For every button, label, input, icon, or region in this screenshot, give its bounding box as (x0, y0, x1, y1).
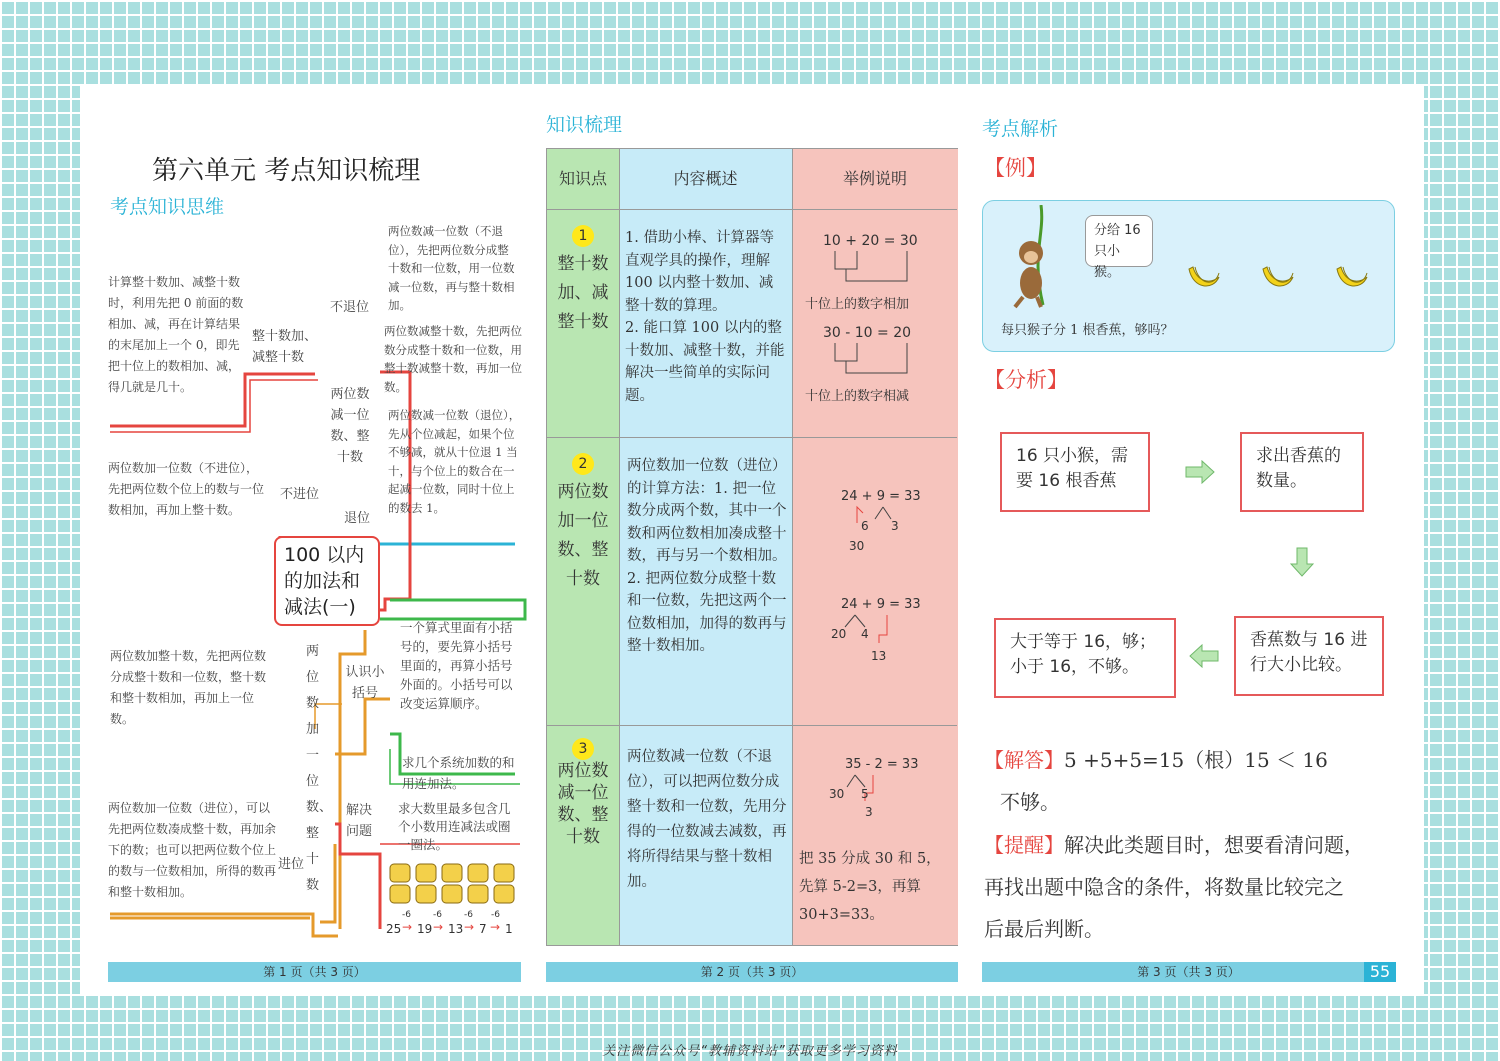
text-carry: 两位数加一位数（进位），可以先把两位数凑成整十数，再加余下的数；也可以把两位数个位上的数与一位数相加，所得的数再和整十数相加。 (108, 801, 277, 899)
chain-num: 7 (479, 922, 487, 936)
arrow-down-icon (1290, 546, 1314, 578)
label-carry: 进位 (278, 857, 305, 872)
page-number: 55 (1364, 962, 1396, 982)
subtraction-chain: 25 → 19 → 13 → 7 → 1 -6 -6 -6 -6 (386, 910, 513, 936)
chain-step: -6 (433, 910, 442, 920)
footer-page-2: 第 2 页（共 3 页） (546, 962, 958, 982)
label-no-borrow: 不退位 (330, 300, 370, 315)
banana-icon (1259, 263, 1295, 297)
chain-num: 1 (505, 922, 513, 936)
chain-step: -6 (491, 910, 500, 920)
chain-step: -6 (464, 910, 473, 920)
row2-content: 两位数加一位数（进位）的计算方法：1. 把一位数分成两个数，其中一个数和两位数相加凑成整十数，再与另一个数相加。 2. 把两位数分成整十数和一位数，先把这两个一位数相加，加得的数再与整十数相加。 (627, 458, 787, 654)
row3-part: 30 (829, 787, 845, 801)
row1-eq2: 30 - 10 = 20 (823, 325, 912, 341)
tip-line-2: 再找出题中隐含的条件，将数量比较完之 (984, 875, 1344, 899)
page-title: 第六单元 考点知识梳理 (152, 156, 421, 186)
page-3 (960, 84, 1424, 996)
row2-eq1: 24 + 9 = 33 (841, 489, 921, 504)
label-no-carry: 不进位 (280, 487, 320, 502)
text-continuous-sub: 求大数里最多包含几个小数用连减法或圈一圈法。 (398, 801, 511, 852)
label-solve: 解决问题 (346, 803, 373, 839)
row3-part: 5 (861, 787, 869, 801)
analysis-tag: 【分析】 (984, 368, 1068, 392)
row1-note2: 十位上的数字相减 (805, 389, 910, 404)
label-two-plus-one: 两位数加一位数、整十数 (306, 644, 333, 893)
header-example: 举例说明 (842, 169, 907, 188)
mindmap-subtitle: 考点知识思维 (110, 196, 225, 218)
row1-number: 1 (572, 225, 594, 247)
analysis-title: 考点解析 (982, 118, 1059, 140)
row3-note: 把 35 分成 30 和 5，先算 5-2=3，再算 30+3=33。 (799, 851, 941, 923)
row2-number: 2 (572, 453, 594, 475)
row2-part: 4 (861, 627, 869, 641)
row1-note1: 十位上的数字相加 (805, 297, 910, 312)
example-card (982, 200, 1395, 352)
answer-line-2: 不够。 (1000, 790, 1060, 814)
text-tens-addsub: 计算整十数加、减整十数时，利用先把 0 前面的数相加、减，再在计算结果的末尾加上一个 0，即先把十位上的数相加、减，得几就是几十。 (108, 275, 244, 394)
analysis-step-3: 香蕉数与 16 进行大小比较。 (1234, 616, 1384, 696)
watermark: 关注微信公众号“教辅资料站”获取更多学习资料 (602, 1044, 898, 1059)
example-question: 每只猴子分 1 根香蕉，够吗？ (1001, 323, 1174, 338)
label-tens-addsub: 整十数加、减整十数 (252, 329, 318, 365)
row2-part: 20 (831, 627, 847, 641)
example-tag: 【例】 (984, 156, 1047, 180)
row1-eq1: 10 + 20 = 30 (823, 233, 918, 249)
banana-icon (1185, 263, 1221, 297)
tip-line-3: 后最后判断。 (984, 917, 1104, 941)
analysis-step-2: 求出香蕉的数量。 (1240, 432, 1364, 512)
row2-eq2: 24 + 9 = 33 (841, 597, 921, 612)
row1-topic-text: 整十数加、减整十数 (557, 254, 609, 332)
mindmap-center: 100 以内的加法和减法(一) (274, 536, 380, 626)
row2-topic (551, 449, 615, 594)
row1-content: 1. 借助小棒、计算器等直观学具的操作，理解 100 以内整十数加、减整十数的算理。 2. 能口算 100 以内的整十数加、减整十数，并能解决一些简单的实际问题。 (625, 230, 785, 404)
row2-part: 6 (861, 519, 869, 533)
chain-step: -6 (402, 910, 411, 920)
label-two-minus-one: 两位数减一位数、整十数 (330, 387, 370, 465)
text-borrow: 两位数减一位数（退位），先从个位减起，如果个位不够减，就从十位退 1 当十，与个位上的数合在一起减一位数，同时十位上的数去 1。 (388, 408, 521, 515)
row3-topic (551, 737, 615, 848)
text-continuous-add: 求几个系统加数的和用连加法。 (402, 755, 515, 791)
speech-bubble: 分给 16 只小猴。 (1085, 215, 1153, 267)
tip-text: 解决此类题目时，想要看清问题， (1064, 833, 1364, 857)
text-no-carry: 两位数加一位数（不进位），先把两位数个位上的数与一位数相加，再加上整十数。 (108, 461, 265, 517)
row2-part: 13 (871, 649, 887, 663)
footer-page-3: 第 3 页（共 3 页） (982, 962, 1395, 982)
answer-tag: 【解答】 (984, 748, 1064, 772)
page-sheet (80, 84, 1424, 996)
answer-text: 5 +5+5=15（根）15 ＜ 16 (1064, 748, 1328, 772)
row1-bracket2 (829, 343, 919, 377)
text-plus-tens: 两位数加整十数，先把两位数分成整十数和一位数，整十数和整十数相加，再加上一位数。 (110, 649, 267, 726)
arrow-right-icon (1184, 460, 1216, 484)
banana-icon (1333, 263, 1369, 297)
analysis-step-4: 大于等于 16，够；小于 16，不够。 (994, 618, 1176, 698)
answer-line (984, 739, 1328, 781)
tip-line (984, 824, 1364, 866)
chain-num: 25 (386, 922, 402, 936)
row2-part: 3 (891, 519, 899, 533)
footer-page-1: 第 1 页（共 3 页） (108, 962, 521, 982)
banana-groups (386, 860, 522, 908)
text-no-borrow: 两位数减一位数（不退位），先把两位数分成整十数和一位数，用一位数减一位数，再与整十数相加。 (388, 224, 515, 312)
row3-eq1: 35 - 2 = 33 (845, 757, 919, 772)
page-1 (80, 84, 540, 996)
text-brackets: 一个算式里面有小括号的，要先算小括号里面的，再算小括号外面的。小括号可以改变运算顺序。 (400, 620, 513, 711)
chain-num: 13 (448, 922, 464, 936)
label-borrow: 退位 (344, 511, 371, 526)
tip-tag: 【提醒】 (984, 833, 1064, 857)
row1-bracket1 (829, 251, 919, 285)
row3-content: 两位数减一位数（不退位），可以把两位数分成整十数和一位数，先用分得的一位数减去减数，再将所得结果与整十数相加。 (627, 749, 787, 890)
row1-topic (551, 221, 615, 337)
row3-topic-text: 两位数减一位数、整十数 (557, 761, 609, 847)
chain-num: 19 (417, 922, 433, 936)
header-content: 内容概述 (673, 169, 738, 188)
analysis-step-1: 16 只小猴，需要 16 根香蕉 (1000, 432, 1150, 512)
monkey-icon (1001, 205, 1063, 309)
knowledge-table (546, 148, 958, 946)
row2-topic-text: 两位数加一位数、整十数 (557, 482, 609, 589)
label-brackets: 认识小括号 (345, 665, 385, 701)
row3-part: 3 (865, 805, 873, 819)
text-minus-tens: 两位数减整十数，先把两位数分成整十数和一位数，用整十数减整十数，再加一位数。 (384, 324, 522, 394)
row3-number: 3 (572, 738, 594, 760)
header-topic: 知识点 (558, 169, 607, 188)
table-title: 知识梳理 (546, 114, 623, 136)
row2-part: 30 (849, 539, 865, 553)
arrow-left-icon (1188, 644, 1220, 668)
